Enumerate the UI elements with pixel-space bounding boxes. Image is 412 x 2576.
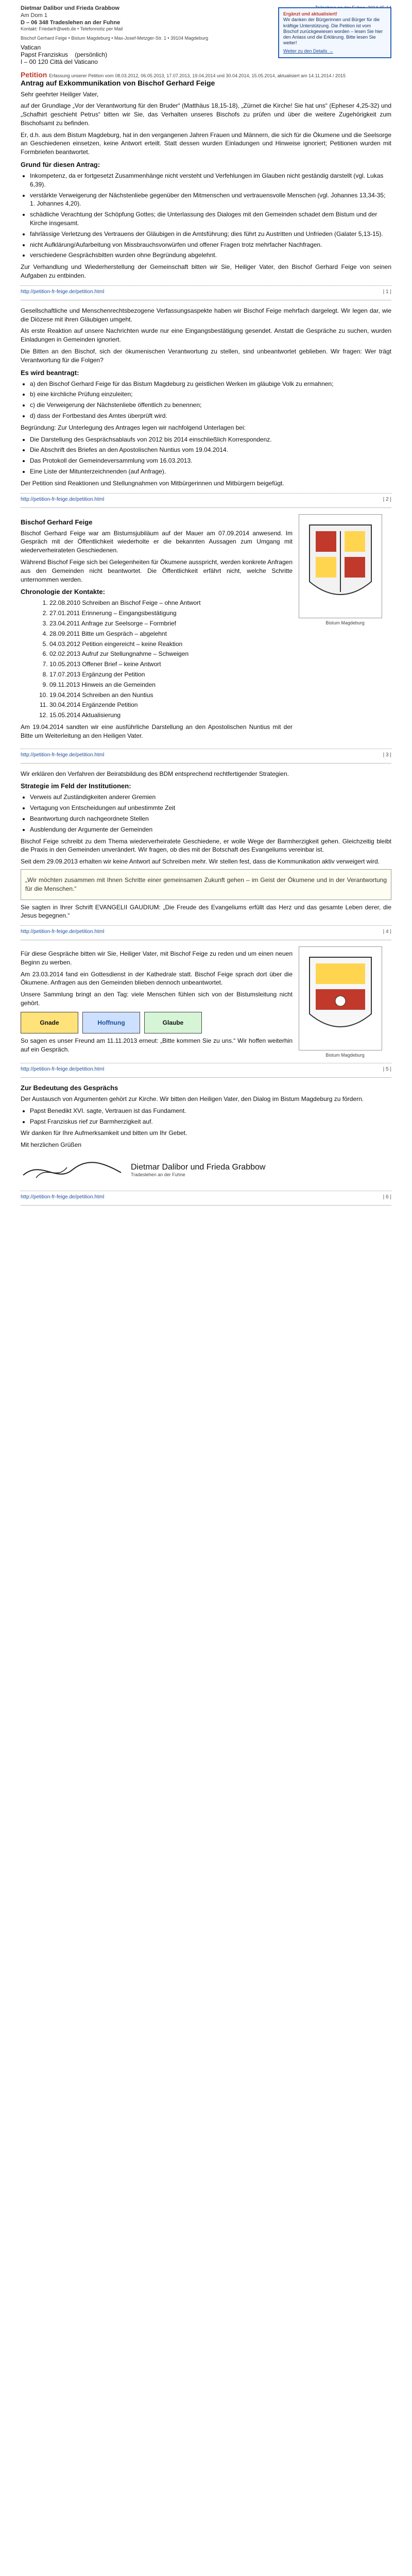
petition-subtitle: Erfassung unserer Petition vom 08.03.2012, 06.05.2013, 17.07.2013, 19.04.2014 und 30.04.2014, 15.05.2014, aktualisiert am 14.11.2014 / 2015: [49, 73, 346, 78]
footer-page-number: | 3 |: [383, 752, 391, 758]
page2-list-item: • d) dass der Fortbestand des Amtes überprüft wird.: [30, 412, 391, 420]
reason-intro: Grund für diesen Antrag:: [21, 161, 100, 169]
timeline-item: 9. 09.11.2013 Hinweis an die Gemeinden: [49, 681, 293, 689]
page-2: [21, 307, 391, 508]
page4-paragraph-1: Wir erklären den Verfahren der Beiratsbildung des BDM entsprechend rechtfertigender Strategien.: [21, 770, 289, 777]
page2-intro: Gesellschaftliche und Menschenrechtsbezogene Verfassungsaspekte haben wir Bischof Feige mehrfach dargelegt. Wir legen dar, wie die Diözese mit ihren Gläubigen umgeht.: [21, 307, 391, 323]
page6-title: Zur Bedeutung des Gesprächs: [21, 1084, 118, 1092]
page2-list-item: • a) den Bischof Gerhard Feige für das Bistum Magdeburg zu geistlichen Werken im gläubige Volk zu ermahnen;: [30, 380, 391, 388]
page4-paragraph-3: Seit dem 29.09.2013 erhalten wir keine Antwort auf Schreiben mehr. Wir stellen fest, dass die Kommunikation aktiv verweigert wird.: [21, 858, 380, 866]
timeline-item: 3. 23.04.2011 Anfrage zur Seelsorge – Formbrief: [49, 619, 293, 628]
footer-link[interactable]: http://petition-fr-feige.de/petition.html: [21, 1194, 105, 1200]
page-1: [21, 5, 391, 300]
sender-contact: Kontakt: Friedarfr@web.de • Telefonnotiz per Mail: [21, 26, 123, 32]
signature-block: [21, 1155, 391, 1185]
strategy-item: • Ausblendung der Argumente der Gemeinden: [30, 825, 391, 834]
footer-page-number: | 5 |: [383, 1066, 391, 1073]
recipient-office: (persönlich): [75, 50, 108, 58]
petition-headline: [21, 71, 391, 87]
page-4: [21, 770, 391, 941]
page-footer-3: [21, 749, 391, 758]
timeline-item: 6. 02.02.2013 Aufruf zur Stellungnahme – Schweigen: [49, 650, 293, 658]
page2-bullet: • Die Darstellung des Gesprächsablaufs von 2012 bis 2014 einschließlich Korrespondenz.: [30, 435, 391, 444]
notice-box: [278, 7, 391, 58]
footer-page-number: | 2 |: [383, 496, 391, 502]
sender-name: Dietmar Dalibor und Frieda Grabbow: [21, 5, 119, 11]
page-footer-5: [21, 1063, 391, 1072]
timeline-item: 2. 27.01.2011 Erinnerung – Eingangsbestätigung: [49, 609, 293, 618]
reason-item: • schädliche Verachtung der Schöpfung Gottes; die Unterlassung des Dialoges mit den Gemeinden schadet dem Bistum und der Kirche insgesamt.: [30, 210, 391, 228]
strategy-item: • Beantwortung durch nachgeordnete Stellen: [30, 815, 391, 823]
page-6: [21, 1084, 391, 1206]
petition-title: Antrag auf Exkommunikation von Bischof Gerhard Feige: [21, 78, 215, 87]
page2-bullets: [30, 435, 391, 476]
crest-caption: Bistum Magdeburg: [325, 620, 365, 625]
page3-paragraph-1: Bischof Gerhard Feige war am Bistumsjubiläum auf der Mauer am 07.09.2014 anwesend. Im Gespräch mit der Öffentlichkeit wiederholte er die bekannten Aussagen zum Umgang mit wiederverheirateten Geschiedenen.: [21, 529, 293, 554]
tiles-row: [21, 1012, 293, 1033]
tile-hoffnung: Hoffnung: [82, 1012, 140, 1033]
sender-city: D – 06 348 Tradeslehen an der Fuhne: [21, 19, 121, 26]
page2-bullet: • Die Abschrift des Briefes an den Apostolischen Nuntius vom 19.04.2014.: [30, 446, 391, 454]
timeline-item: 5. 04.03.2012 Petition eingereicht – keine Reaktion: [49, 640, 293, 649]
timeline-item: 1. 22.08.2010 Schreiben an Bischof Feige – ohne Antwort: [49, 599, 293, 607]
page-3: [21, 514, 391, 764]
recipient-address-line: Bischof Gerhard Feige • Bistum Magdeburg • Max-Josef-Metzger-Str. 1 • 39104 Magdeburg: [21, 35, 209, 41]
paragraph-2: Er, d.h. aus dem Bistum Magdeburg, hat in den vergangenen Jahren Frauen und Männern, die sich für die Ökumene und die Seelsorge an Geschiedenen einsetzen, keine Antwort erteilt. Statt dessen wurden Einladungen und Hinweise ignoriert; Petitionen wurden mit Formbriefen beantwortet.: [21, 131, 391, 156]
tile-gnade: Gnade: [21, 1012, 78, 1033]
quote-text: „Wir möchten zusammen mit Ihnen Schritte einer gemeinsamen Zukunft gehen – im Geist der Ökumene und in der Verantwortung für die Menschen.“: [25, 876, 387, 892]
page2-paragraph-1: Als erste Reaktion auf unsere Nachrichten wurde nur eine Eingangsbestätigung gesendet. Anstatt die Gespräche zu suchen, wurden Einladungen in Gemeinden ignoriert.: [21, 327, 391, 344]
sender-block: [21, 5, 123, 32]
signature-icon: [21, 1155, 124, 1185]
tile-glaube: Glaube: [144, 1012, 202, 1033]
quote-box: [21, 869, 391, 900]
page6-paragraph-1: Der Austausch von Argumenten gehört zur Kirche. Wir bitten den Heiligen Vater, den Dialog im Bistum Magdeburg zu fördern.: [21, 1095, 364, 1103]
page5-paragraph-4: So sagen es unser Freund am 11.11.2013 erneut: „Bitte kommen Sie zu uns.“ Wir hoffen weiterhin auf ein Gespräch.: [21, 1037, 293, 1053]
reason-item: • nicht Aufklärung/Aufarbeitung von Missbrauchsvorwürfen und offener Fragen trotz mehrfacher Nachfragen.: [30, 241, 391, 249]
strategy-item: • Verweis auf Zuständigkeiten anderer Gremien: [30, 793, 391, 802]
footer-link[interactable]: http://petition-fr-feige.de/petition.html: [21, 752, 105, 758]
bistum-crest-image: [299, 514, 382, 618]
page-footer-4: [21, 925, 391, 935]
page6-date-item: • Papst Franziskus rief zur Barmherzigkeit auf.: [30, 1117, 391, 1126]
recipient-address: I – 00 120 Città del Vaticano: [21, 58, 98, 65]
footer-link[interactable]: http://petition-fr-feige.de/petition.html: [21, 1066, 105, 1073]
page5-paragraph-2: Am 23.03.2014 fand ein Gottesdienst in der Kathedrale statt. Bischof Feige sprach dort über die Ökumene. Anfragen aus den Gemeinden blieben dennoch unbeantwortet.: [21, 970, 293, 987]
strategy-item: • Vertagung von Entscheidungen auf unbestimmte Zeit: [30, 804, 391, 812]
notice-title: Ergänzt und aktualisiert!: [283, 11, 338, 16]
timeline-item: 4. 28.09.2011 Bitte um Gespräch – abgelehnt: [49, 630, 293, 638]
page2-list: [30, 380, 391, 420]
page2-note: Begründung: Zur Unterlegung des Antrages legen wir nachfolgend Unterlagen bei:: [21, 423, 246, 431]
page3-title: Bischof Gerhard Feige: [21, 518, 93, 526]
timeline-item: 7. 10.05.2013 Offener Brief – keine Antwort: [49, 660, 293, 669]
footer-page-number: | 4 |: [383, 929, 391, 935]
crest-caption: Bistum Magdeburg: [325, 1053, 365, 1058]
signature-place: Tradeslehen an der Fuhne: [131, 1172, 185, 1178]
page2-list-title: Es wird beantragt:: [21, 368, 79, 377]
page6-date-item: • Papst Benedikt XVI. sagte, Vertrauen ist das Fundament.: [30, 1107, 391, 1115]
page6-paragraph-2: Wir danken für Ihre Aufmerksamkeit und bitten um Ihr Gebet.: [21, 1129, 187, 1137]
sender-street: Am Dom 1: [21, 12, 47, 19]
strategy-title: Strategie im Feld der Institutionen:: [21, 782, 131, 790]
signature-names: Dietmar Dalibor und Frieda Grabbow: [131, 1163, 266, 1172]
notice-body: Wir danken der Bürgerinnen und Bürger für die kräftige Unterstützung. Die Petition ist vom Bischof zurückgewiesen worden – lesen Sie hier den Anlass und die Erklärung. Bitte lesen Sie weiter!: [283, 17, 383, 46]
timeline-list: [29, 599, 293, 720]
reason-item: • fahrlässige Verletzung des Vertrauens der Gläubigen in die Amtsführung; dies führt zu Austritten und Unfrieden (Galater 5,13-15).: [30, 230, 391, 239]
recipient-to: Vatican: [21, 43, 41, 51]
closing-text: Mit herzlichen Grüßen: [21, 1141, 82, 1149]
crest-icon: [304, 520, 376, 613]
footer-page-number: | 1 |: [383, 289, 391, 295]
reason-list: [30, 172, 391, 260]
page5-paragraph-3: Unsere Sammlung bringt an den Tag: viele Menschen fühlen sich von der Bistumsleitung nicht gehört.: [21, 991, 293, 1007]
page2-bullet: • Eine Liste der Mitunterzeichnenden (auf Anfrage).: [30, 467, 391, 476]
bistum-crest-image: [299, 946, 382, 1050]
page2-list-item: • c) die Verweigerung der Nächstenliebe öffentlich zu benennen;: [30, 401, 391, 410]
recipient-name: Papst Franziskus: [21, 50, 68, 58]
footer-page-number: | 6 |: [383, 1194, 391, 1200]
timeline-item: 8. 17.07.2013 Ergänzung der Petition: [49, 670, 293, 679]
footer-link[interactable]: http://petition-fr-feige.de/petition.html: [21, 289, 105, 295]
page4-paragraph-4: Sie sagten in Ihrer Schrift EVANGELII GAUDIUM: „Die Freude des Evangeliums erfüllt das Herz und das gesamte Leben derer, die Jesus begegnen.“: [21, 903, 391, 920]
page2-list-item: • b) eine kirchliche Prüfung einzuleiten;: [30, 390, 391, 399]
timeline-item: 12. 15.05.2014 Aktualisierung: [49, 711, 293, 720]
page-5: [21, 946, 391, 1078]
salutation: Sehr geehrter Heiliger Vater,: [21, 90, 99, 98]
page3-paragraph-3: Am 19.04.2014 sandten wir eine ausführliche Darstellung an den Apostolischen Nuntius mit der Bitte um Weiterleitung an den Heiligen Vater.: [21, 723, 293, 739]
page-footer-2: [21, 493, 391, 502]
page-footer-1: [21, 285, 391, 295]
strategy-list: [30, 793, 391, 834]
crest-icon: [304, 952, 376, 1045]
reason-item: • verschiedene Gesprächsbitten wurden ohne Begründung abgelehnt.: [30, 251, 391, 260]
page-footer-6: [21, 1191, 391, 1200]
closing-intro: Zur Verhandlung und Wiederherstellung der Gemeinschaft bitten wir Sie, Heiliger Vater, den Bischof Gerhard Feige von seinen Aufgaben zu entbinden.: [21, 263, 391, 280]
notice-link[interactable]: Weiter zu den Details →: [283, 48, 333, 54]
page2-bullet: • Das Protokoll der Gemeindeversammlung vom 16.03.2013.: [30, 456, 391, 465]
page2-paragraph-2: Die Bitten an den Bischof, sich der ökumenischen Verantwortung zu stellen, sind unbeantwortet geblieben. Wir fragen: Wer trägt Verantwortung für die Folgen?: [21, 348, 391, 364]
page5-paragraph-1: Für diese Gespräche bitten wir Sie, Heiliger Vater, mit Bischof Feige zu reden und um einen neuen Beginn zu werben.: [21, 950, 293, 966]
page2-tail: Der Petition sind Reaktionen und Stellungnahmen von Mitbürgerinnen und Mitbürgern beigefügt.: [21, 479, 284, 487]
page6-dates: [30, 1107, 391, 1126]
document-page: [10, 0, 402, 2576]
paragraph-1: auf der Grundlage „Vor der Verantwortung für den Bruder“ (Matthäus 18,15-18), „Zürnet die Kirche! Sie hat uns“ (Epheser 4,25-32) und „Schafhirt geschieht Petrus“ bitten wir Sie, das Verhalten unseres Bischofs zu prüfen und über die weitere Zugehörigkeit zum Bischofsamt zu befinden.: [21, 102, 391, 127]
timeline-title: Chronologie der Kontakte:: [21, 588, 105, 596]
reason-item: • Inkompetenz, da er fortgesetzt Zusammenhänge nicht versteht und Verfehlungen im Glauben nicht geständig darstellt (vgl. Lukas 6,39).: [30, 172, 391, 189]
petition-label: Petition: [21, 70, 47, 79]
footer-link[interactable]: http://petition-fr-feige.de/petition.html: [21, 496, 105, 502]
timeline-item: 10. 19.04.2014 Schreiben an den Nuntius: [49, 691, 293, 700]
footer-link[interactable]: http://petition-fr-feige.de/petition.html: [21, 929, 105, 935]
reason-item: • verstärkte Verweigerung der Nächstenliebe gegenüber den Mitmenschen und vertrauensvolle Menschen (vgl. Johannes 13,34-35; 1. Johannes 4,20).: [30, 191, 391, 209]
page4-paragraph-2: Bischof Feige schreibt zu dem Thema wiederverheiratete Geschiedene, er wolle Wege der Barmherzigkeit gehen. Gleichzeitig bleibt die Praxis in den Gemeinden unverändert. Wir fragen, ob dies mit der Botschaft des Evangeliums vereinbar ist.: [21, 837, 391, 854]
page3-paragraph-2: Während Bischof Feige sich bei Gelegenheiten für Ökumene ausspricht, werden konkrete Anfragen aus den Gemeinden nicht beantwortet. Die Öffentlichkeit erfährt nicht, welche Schritte unternommen werden.: [21, 558, 293, 583]
timeline-item: 11. 30.04.2014 Ergänzende Petition: [49, 701, 293, 709]
